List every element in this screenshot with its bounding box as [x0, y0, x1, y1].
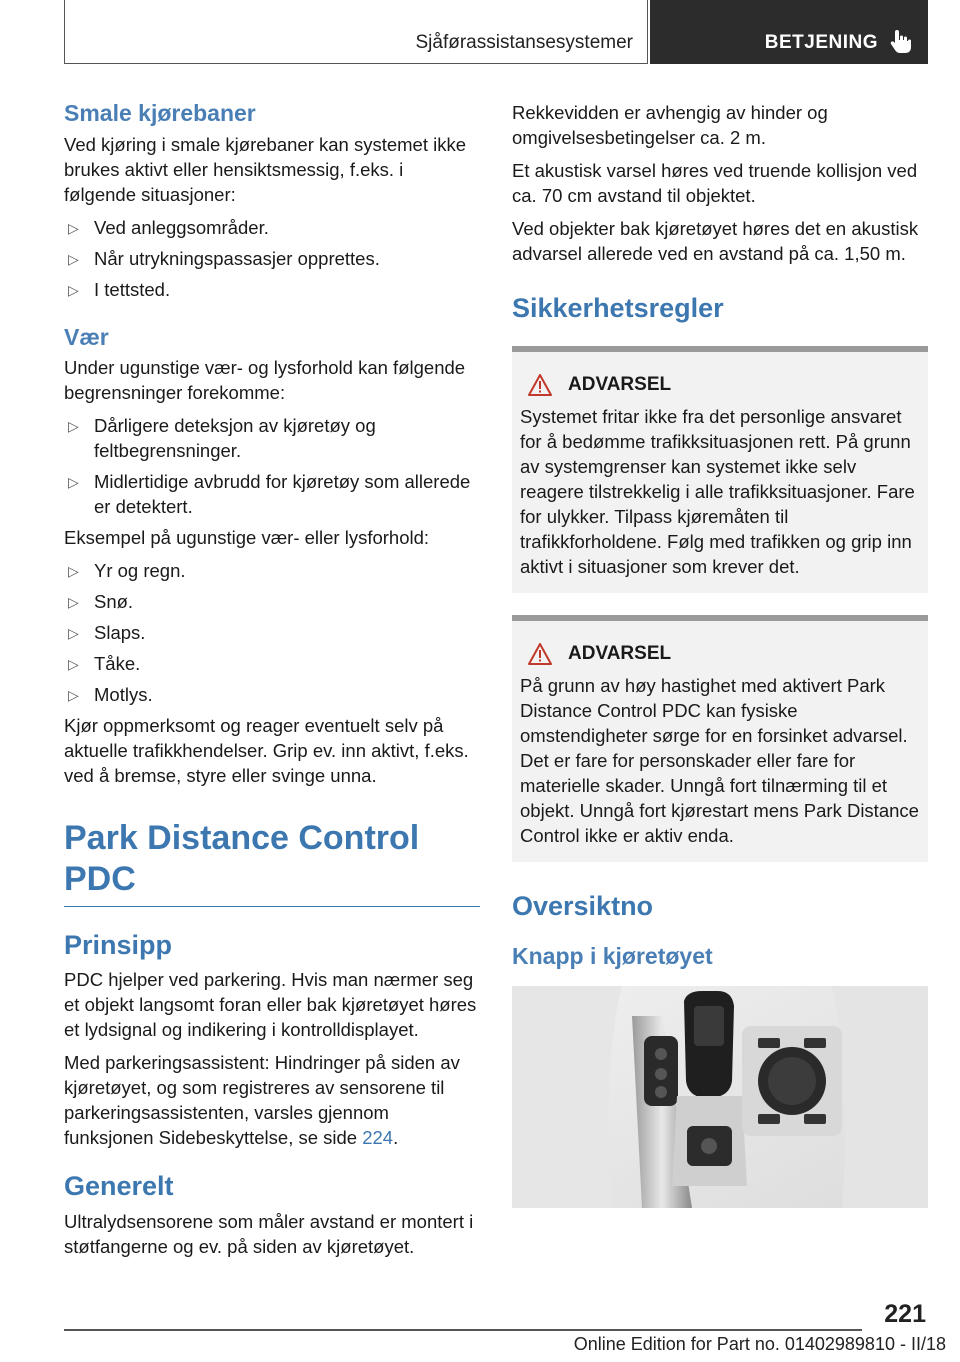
header-section-title: Sjåførassistansesystemer [415, 31, 633, 53]
warning-title: ADVARSEL [568, 643, 672, 665]
paragraph-parkeringsassistent: Med parkeringsassistent: Hindringer på siden av kjøretøyet, og som registreres av sensorene til parkeringsassistenten, varsles gjennom funksjonen Sidebeskyttelse, se side 224. [64, 1052, 460, 1149]
page-link-224[interactable]: 224 [362, 1127, 394, 1149]
header-chapter-title: BETJENING [764, 32, 878, 53]
triangle-bullet-icon: ▷ [68, 563, 79, 580]
list-item: ▷ Slaps. [64, 620, 480, 645]
paragraph-akustisk: Et akustisk varsel høres ved truende kollisjon ved ca. 70 cm avstand til objektet. [512, 160, 918, 206]
warning-triangle-icon [528, 374, 552, 396]
list-item: ▷ Snø. [64, 589, 480, 614]
list-item: ▷ Motlys. [64, 682, 480, 707]
paragraph-prinsipp: PDC hjelper ved parkering. Hvis man nærmer seg et objekt langsomt foran eller bak kjøretøyet høres et lydsignal og indikering i kontrolldisplayet. [64, 969, 477, 1041]
list-item: ▷ Når utrykningspassasjer opprettes. [64, 246, 480, 271]
paragraph-vaer: Under ugunstige vær- og lysforhold kan følgende begrensninger forekomme: [64, 357, 466, 404]
list-smale [64, 215, 480, 302]
header-section-box [64, 0, 648, 64]
triangle-bullet-icon: ▷ [68, 474, 79, 491]
list-item: ▷ Ved anleggsområder. [64, 215, 480, 240]
paragraph-generelt: Ultralydsensorene som måler avstand er montert i støtfangerne og ev. på siden av kjøretøyet. [64, 1210, 474, 1257]
heading-knapp-i-kjoretoyet: Knapp i kjøretøyet [512, 942, 713, 969]
list-vaer [64, 413, 480, 519]
heading-oversikt: Oversiktno [512, 891, 654, 922]
triangle-bullet-icon: ▷ [68, 625, 79, 642]
list-item: ▷ Yr og regn. [64, 558, 480, 583]
paragraph-kjor: Kjør oppmerksomt og reager eventuelt selv på aktuelle trafikkhendelser. Grip ev. inn aktivt, f.eks. ved å bremse, styre eller svinge unna. [64, 715, 469, 787]
footer-edition: Online Edition for Part no. 01402989810 - II/18 [573, 1334, 946, 1354]
paragraph-objekter: Ved objekter bak kjøretøyet høres det en akustisk advarsel allerede ved en avstand på ca. 1,50 m. [512, 218, 919, 264]
footer-divider [64, 1329, 862, 1331]
heading-smale-kjorebaner: Smale kjørebaner [64, 100, 256, 126]
heading-sikkerhetsregler: Sikkerhetsregler [512, 293, 724, 323]
warning-triangle-icon [528, 643, 552, 665]
triangle-bullet-icon: ▷ [68, 219, 79, 236]
triangle-bullet-icon: ▷ [68, 418, 79, 435]
heading-generelt: Generelt [64, 1171, 174, 1202]
list-item: ▷ Dårligere deteksjon av kjøretøy og feltbegrensninger. [68, 415, 376, 462]
warning-box-1 [512, 346, 928, 593]
triangle-bullet-icon: ▷ [68, 687, 79, 704]
triangle-bullet-icon: ▷ [68, 250, 79, 267]
header-chapter-box [650, 0, 928, 64]
page-number: 221 [884, 1300, 926, 1328]
paragraph-rekkevidde: Rekkevidden er avhengig av hinder og omgivelsesbetingelser ca. 2 m. [512, 102, 828, 148]
list-eksempel [64, 558, 480, 707]
right-column [512, 100, 928, 1208]
center-console-photo [512, 986, 928, 1208]
triangle-bullet-icon: ▷ [68, 281, 79, 298]
warning-title: ADVARSEL [568, 374, 672, 396]
heading-vaer: Vær [64, 323, 109, 350]
left-column [64, 100, 480, 1267]
heading-park-distance-control: Park Distance Control PDC [64, 818, 480, 907]
paragraph-smale: Ved kjøring i smale kjørebaner kan systemet ikke brukes aktivt eller hensiktsmessig, f.eks. i følgende situasjoner: [64, 133, 467, 205]
warning-box-2 [512, 615, 928, 862]
hand-pointer-icon [890, 30, 912, 54]
warning-text: På grunn av høy hastighet med aktivert Park Distance Control PDC kan fysiske omstendigheter sørge for en forsinket advarsel. Det er fare for personskader eller fare for materielle skader. Unngå fort tilnærming til et objekt. Unngå fort kjørestart mens Park Distance Control ikke er aktiv enda. [520, 675, 919, 847]
list-item: ▷ I tettsted. [64, 277, 480, 302]
list-item: ▷ Tåke. [64, 651, 480, 676]
warning-text: Systemet fritar ikke fra det personlige ansvaret for å bedømme trafikksituasjonen rett. På grunn av systemgrenser kan systemet ikke selv reagere tilstrekkelig i alle trafikksituasjoner. Fare for ulykker. Tilpass kjøremåten til trafikkforholdene. Følg med trafikken og grip inn aktivt i situasjoner som krever det. [520, 406, 915, 578]
paragraph-eksempel: Eksempel på ugunstige vær- eller lysforhold: [64, 527, 430, 549]
heading-prinsipp: Prinsipp [64, 929, 173, 960]
list-item: ▷ Midlertidige avbrudd for kjøretøy som allerede er detektert. [68, 471, 471, 518]
triangle-bullet-icon: ▷ [68, 594, 79, 611]
triangle-bullet-icon: ▷ [68, 656, 79, 673]
